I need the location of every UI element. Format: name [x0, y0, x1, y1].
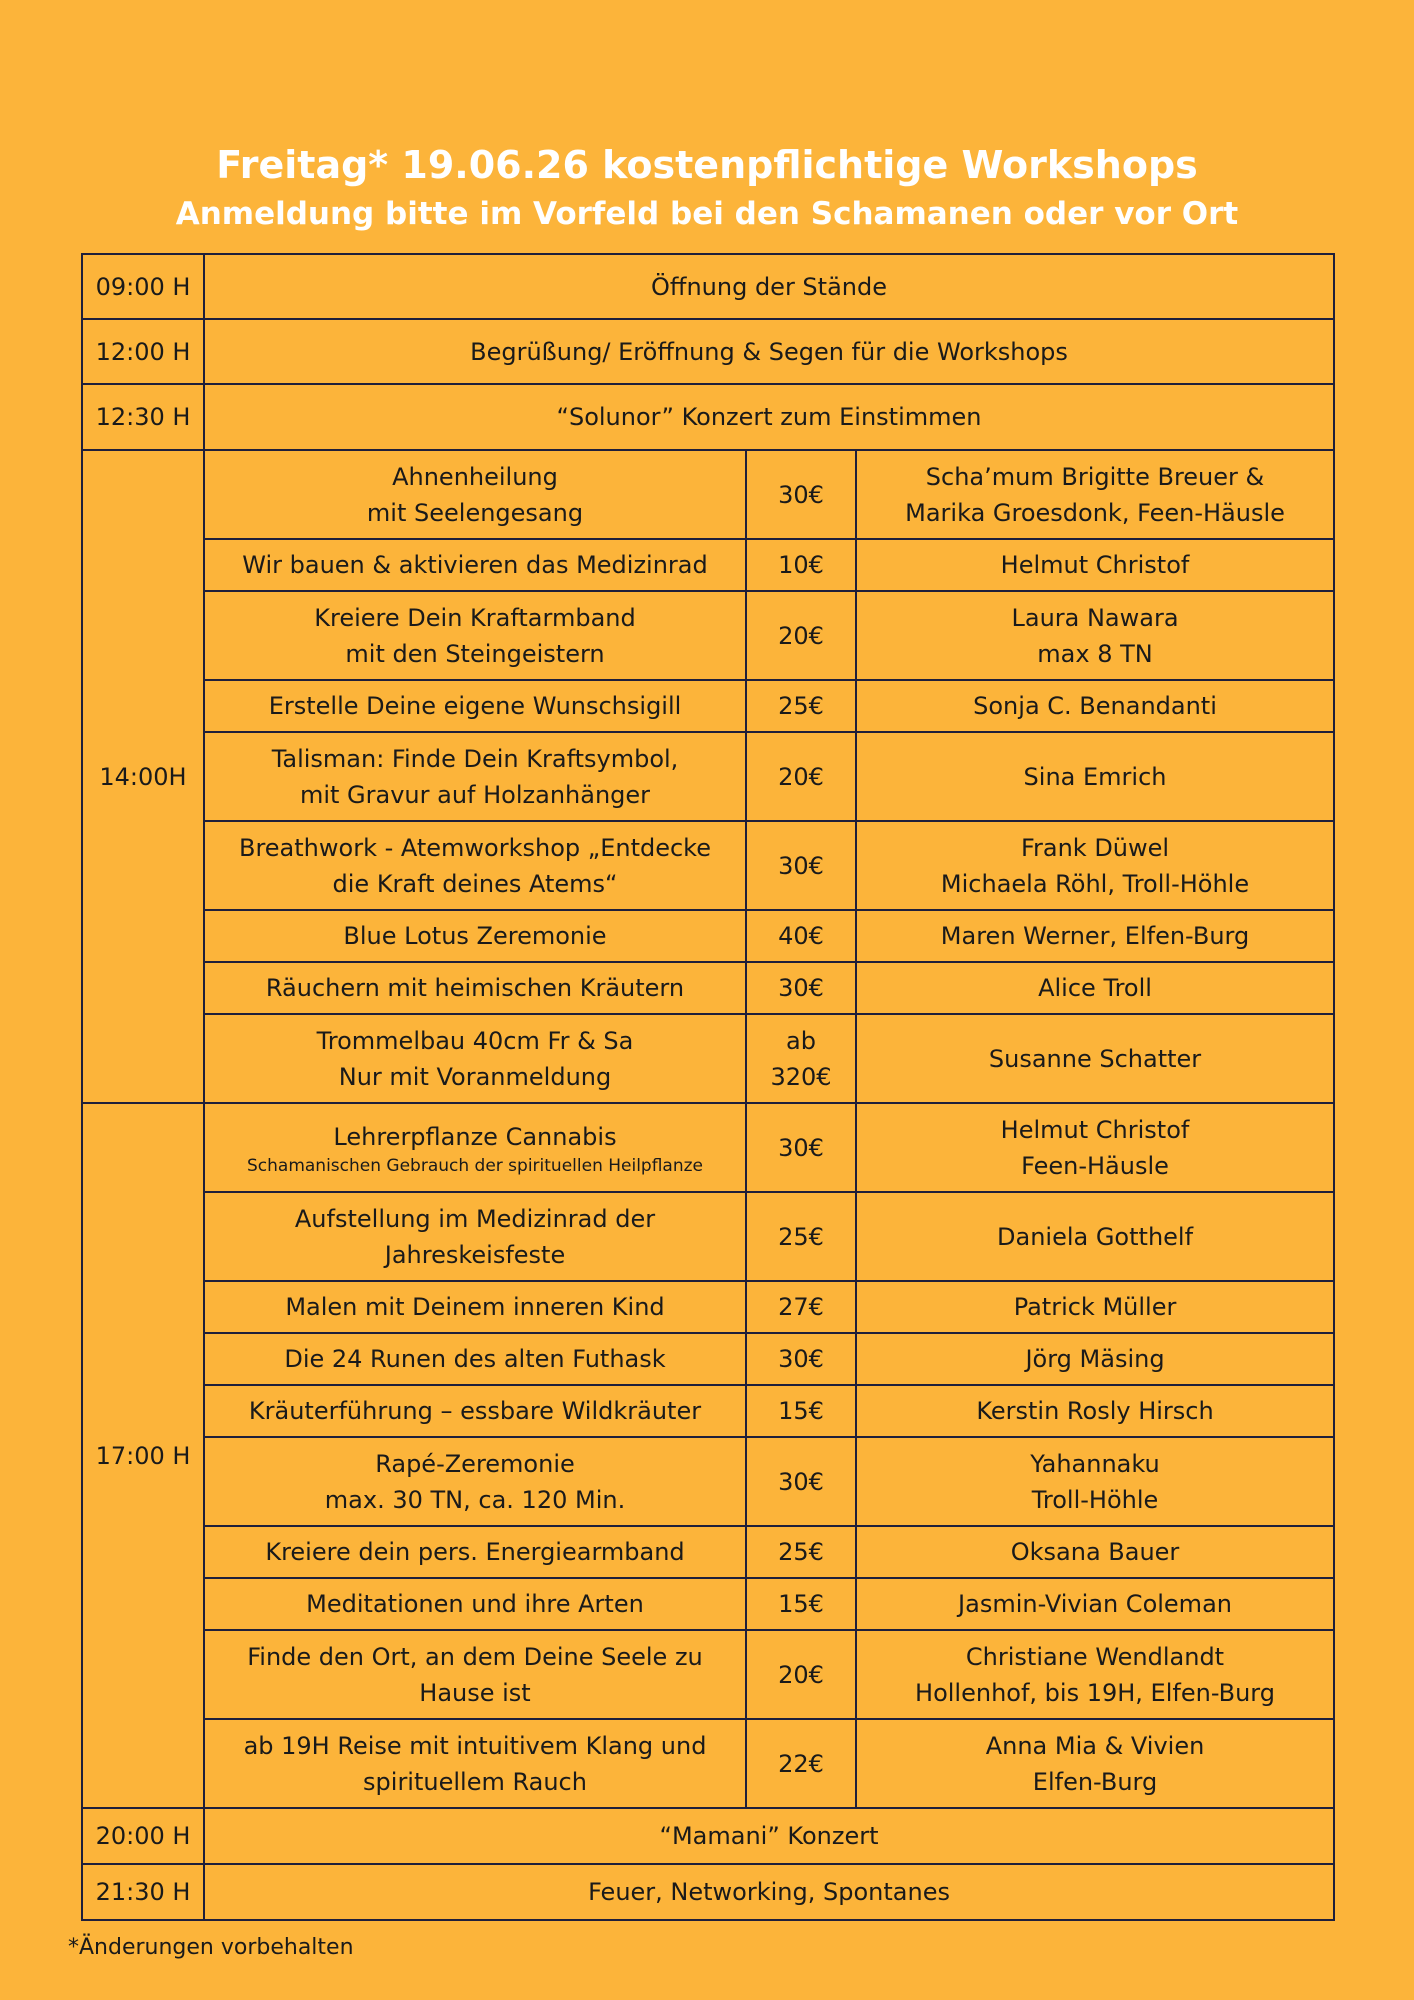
event-cell: Öffnung der Stände [204, 254, 1334, 319]
workshop-title: ab 19H Reise mit intuitivem Klang und spirituellem Rauch [204, 1719, 746, 1808]
workshop-price: 15€ [746, 1385, 856, 1437]
workshop-host: Daniela Gotthelf [856, 1192, 1334, 1281]
workshop-row [82, 1281, 1334, 1333]
schedule-row-1200 [82, 319, 1334, 384]
schedule-table [81, 253, 1335, 1921]
workshop-price: 30€ [746, 1103, 856, 1192]
time-cell-1400: 14:00H [82, 450, 204, 1103]
workshop-price: 20€ [746, 591, 856, 680]
workshop-row [82, 1192, 1334, 1281]
workshop-title: Trommelbau 40cm Fr & Sa Nur mit Voranmeldung [204, 1014, 746, 1103]
time-cell: 12:00 H [82, 319, 204, 384]
workshop-title: Blue Lotus Zeremonie [204, 910, 746, 962]
schedule-row-1230 [82, 384, 1334, 450]
workshop-price: 25€ [746, 1526, 856, 1578]
workshop-price: 30€ [746, 450, 856, 539]
workshop-price: 30€ [746, 1437, 856, 1526]
workshop-price: 22€ [746, 1719, 856, 1808]
workshop-host: Jörg Mäsing [856, 1333, 1334, 1385]
workshop-host: Helmut Christof [856, 539, 1334, 591]
workshop-title: Kreiere Dein Kraftarmband mit den Steingeistern [204, 591, 746, 680]
workshop-host: Yahannaku Troll-Höhle [856, 1437, 1334, 1526]
workshop-title: Die 24 Runen des alten Futhask [204, 1333, 746, 1385]
workshop-title: Aufstellung im Medizinrad der Jahreskeisfeste [204, 1192, 746, 1281]
workshop-title: Rapé-Zeremonie max. 30 TN, ca. 120 Min. [204, 1437, 746, 1526]
workshop-title: Kräuterführung – essbare Wildkräuter [204, 1385, 746, 1437]
workshop-price: 20€ [746, 732, 856, 821]
workshop-row [82, 1333, 1334, 1385]
workshop-row [82, 821, 1334, 910]
workshop-host: Susanne Schatter [856, 1014, 1334, 1103]
workshop-price: 27€ [746, 1281, 856, 1333]
page-subtitle: Anmeldung bitte im Vorfeld bei den Schamanen oder vor Ort [175, 196, 1239, 232]
workshop-title: Ahnenheilung mit Seelengesang [204, 450, 746, 539]
time-cell: 09:00 H [82, 254, 204, 319]
workshop-title: Wir bauen & aktivieren das Medizinrad [204, 539, 746, 591]
workshop-price: 15€ [746, 1578, 856, 1630]
time-cell: 20:00 H [82, 1808, 204, 1864]
workshop-row [82, 732, 1334, 821]
time-cell: 21:30 H [82, 1864, 204, 1920]
event-cell: “Solunor” Konzert zum Einstimmen [204, 384, 1334, 450]
workshop-row [82, 1526, 1334, 1578]
workshop-price: 25€ [746, 1192, 856, 1281]
workshop-title: Malen mit Deinem inneren Kind [204, 1281, 746, 1333]
workshop-title: Lehrerpflanze Cannabis Schamanischen Gebrauch der spirituellen Heilpflanze [204, 1103, 746, 1192]
workshop-title: Talisman: Finde Dein Kraftsymbol, mit Gravur auf Holzanhänger [204, 732, 746, 821]
workshop-row [82, 591, 1334, 680]
workshop-row [82, 1385, 1334, 1437]
workshop-host: Maren Werner, Elfen-Burg [856, 910, 1334, 962]
event-cell: “Mamani” Konzert [204, 1808, 1334, 1864]
workshop-price: 40€ [746, 910, 856, 962]
workshop-row [82, 680, 1334, 732]
workshop-price: 20€ [746, 1630, 856, 1719]
workshop-row [82, 1719, 1334, 1808]
workshop-row [82, 910, 1334, 962]
workshop-price: 30€ [746, 1333, 856, 1385]
workshop-title: Meditationen und ihre Arten [204, 1578, 746, 1630]
workshop-title: Finde den Ort, an dem Deine Seele zu Hause ist [204, 1630, 746, 1719]
workshop-price: 30€ [746, 821, 856, 910]
time-cell-1700: 17:00 H [82, 1103, 204, 1808]
schedule-row-2000 [82, 1808, 1334, 1864]
workshop-host: Frank Düwel Michaela Röhl, Troll-Höhle [856, 821, 1334, 910]
workshop-title: Erstelle Deine eigene Wunschsigill [204, 680, 746, 732]
workshop-note: Schamanischen Gebrauch der spirituellen Heilpflanze [246, 1155, 704, 1176]
workshop-host: Christiane Wendlandt Hollenhof, bis 19H, Elfen-Burg [856, 1630, 1334, 1719]
workshop-row [82, 450, 1334, 539]
workshop-host: Sina Emrich [856, 732, 1334, 821]
workshop-host: Oksana Bauer [856, 1526, 1334, 1578]
workshop-host: Patrick Müller [856, 1281, 1334, 1333]
workshop-host: Anna Mia & Vivien Elfen-Burg [856, 1719, 1334, 1808]
workshop-host: Scha’mum Brigitte Breuer & Marika Groesdonk, Feen-Häusle [856, 450, 1334, 539]
workshop-title: Räuchern mit heimischen Kräutern [204, 962, 746, 1014]
workshop-title: Breathwork - Atemworkshop „Entdecke die Kraft deines Atems“ [204, 821, 746, 910]
workshop-host: Kerstin Rosly Hirsch [856, 1385, 1334, 1437]
workshop-row [82, 1014, 1334, 1103]
workshop-price: 30€ [746, 962, 856, 1014]
workshop-row [82, 539, 1334, 591]
schedule-row-2130 [82, 1864, 1334, 1920]
workshop-row [82, 1437, 1334, 1526]
workshop-row [82, 1103, 1334, 1192]
workshop-host: Sonja C. Benandanti [856, 680, 1334, 732]
footnote: *Änderungen vorbehalten [68, 1935, 354, 1960]
event-cell: Begrüßung/ Eröffnung & Segen für die Workshops [204, 319, 1334, 384]
workshop-price: ab 320€ [746, 1014, 856, 1103]
schedule-row-0900 [82, 254, 1334, 319]
workshop-host: Laura Nawara max 8 TN [856, 591, 1334, 680]
workshop-host: Jasmin-Vivian Coleman [856, 1578, 1334, 1630]
page-title: Freitag* 19.06.26 kostenpflichtige Workshops [216, 143, 1198, 187]
time-cell: 12:30 H [82, 384, 204, 450]
workshop-row [82, 1630, 1334, 1719]
workshop-row [82, 1578, 1334, 1630]
workshop-title: Kreiere dein pers. Energiearmband [204, 1526, 746, 1578]
workshop-price: 25€ [746, 680, 856, 732]
workshop-host: Helmut Christof Feen-Häusle [856, 1103, 1334, 1192]
workshop-host: Alice Troll [856, 962, 1334, 1014]
workshop-row [82, 962, 1334, 1014]
event-cell: Feuer, Networking, Spontanes [204, 1864, 1334, 1920]
workshop-price: 10€ [746, 539, 856, 591]
